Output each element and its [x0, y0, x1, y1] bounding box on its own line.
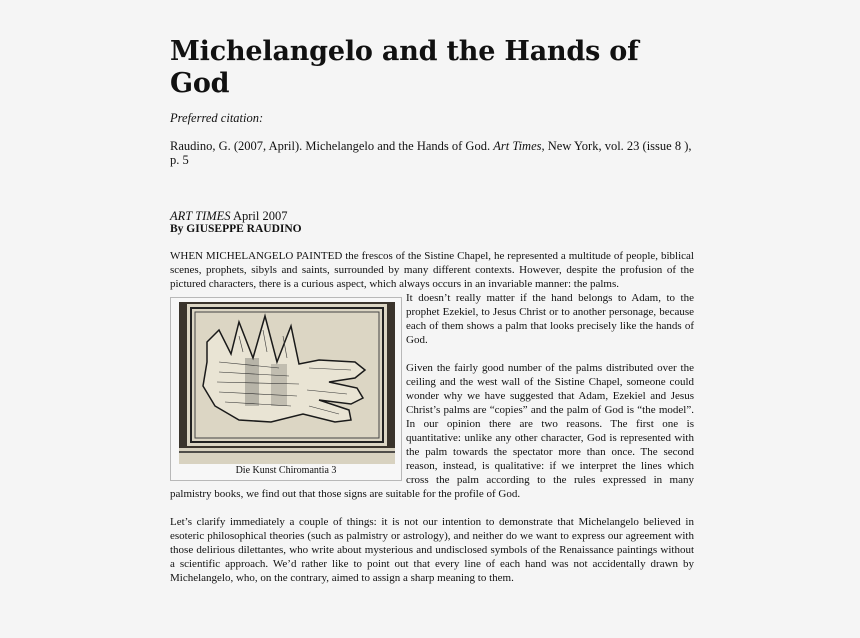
citation-details: , New York, vol. 23 (issue 8 ), p. 5	[170, 139, 692, 167]
citation-label: Preferred citation:	[170, 111, 264, 125]
paragraph-reasons: Given the fairly good number of the palms distributed over the ceiling and the west wall of the Sistine Chapel, someone could wonder why we have suggested that Adam, Ezekiel and Jesus Christ’s palms are “copies” and the palm of God is “the model”. In our opinion there are two reasons. The first one is quantitative: unlike any other character, God is represented with the palm towards the spectator more than once. The second reason, instead, is qualitative: if we interpret the lines which cross the palm according to the rules expressed in many palmistry books, we find out that those signs are suitable for the profile of God.	[170, 362, 694, 500]
palmistry-book-image	[179, 302, 395, 464]
publication-line	[170, 209, 694, 223]
citation-journal: Art Times	[493, 139, 542, 153]
publication-name: ART TIMES	[170, 209, 231, 223]
author-byline: By GIUSEPPE RAUDINO	[170, 223, 302, 235]
paragraph-clarify: Let’s clarify immediately a couple of things: it is not our intention to demonstrate that Michelangelo believed in esoteric philosophical theories (such as palmistry or astrology), and neither do we want to express our agreement with those delirious dilettantes, who write about mysterious and undisclosed symbols of the Renaissance paintings without a scientific approach. We’d rather like to point out that every line of each hand was not accidentally drawn by Michelangelo, who, on the contrary, aimed to assign a sharp meaning to them.	[170, 516, 694, 584]
paragraph-intro: WHEN MICHELANGELO PAINTED the frescos of the Sistine Chapel, he represented a multitude of people, biblical scenes, prophets, sibyls and saints, surrounded by many different contexts. However, despite the profusion of the pictured characters, there is a curious aspect, which always occurs in an invariable manner: the palms.	[170, 250, 694, 290]
citation-text: Raudino, G. (2007, April). Michelangelo and the Hands of God.	[170, 139, 494, 153]
publication-date: April 2007	[230, 209, 288, 223]
paragraph-hands: It doesn’t really matter if the hand belongs to Adam, to the prophet Ezekiel, to Jesus Christ or to another personage, because each of them shows a palm that looks precisely like the hands of God.	[406, 292, 694, 346]
figure-caption: Die Kunst Chiromantia 3	[235, 465, 337, 476]
figure	[170, 297, 402, 481]
citation	[170, 139, 694, 167]
article	[170, 36, 694, 585]
article-title: Michelangelo and the Hands of God	[170, 36, 639, 99]
